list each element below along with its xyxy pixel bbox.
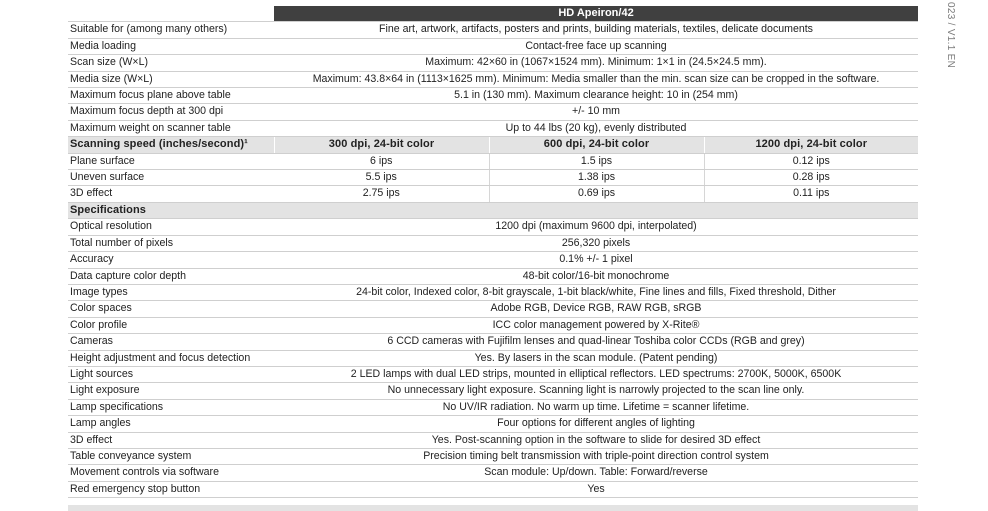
row-label: Optical resolution [68, 219, 274, 235]
speed-value: 1.38 ips [489, 170, 704, 186]
speed-value: 0.28 ips [704, 170, 918, 186]
document-version-mark: 023 / V1.1 EN [945, 2, 956, 69]
row-value: Maximum: 42×60 in (1067×1524 mm). Minimum: 1×1 in (24.5×24.5 mm). [274, 55, 918, 71]
table-row [68, 284, 918, 300]
row-value: Up to 44 lbs (20 kg), evenly distributed [274, 120, 918, 136]
row-label: Data capture color depth [68, 268, 274, 284]
row-label: Cameras [68, 334, 274, 350]
table-row [68, 366, 918, 382]
table-row [68, 268, 918, 284]
table-row [68, 38, 918, 54]
table-row [68, 252, 918, 268]
row-value: Fine art, artwork, artifacts, posters and prints, building materials, textiles, delicate documents [274, 22, 918, 38]
speed-value: 0.69 ips [489, 186, 704, 202]
speed-value: 0.11 ips [704, 186, 918, 202]
row-label: Table conveyance system [68, 448, 274, 464]
spec-table [68, 6, 918, 498]
row-label: 3D effect [68, 186, 274, 202]
row-value: 48-bit color/16-bit monochrome [274, 268, 918, 284]
row-value: No UV/IR radiation. No warm up time. Lifetime = scanner lifetime. [274, 399, 918, 415]
row-value: No unnecessary light exposure. Scanning light is narrowly projected to the scan line only. [274, 383, 918, 399]
table-row [68, 334, 918, 350]
row-value: Yes. Post-scanning option in the software to slide for desired 3D effect [274, 432, 918, 448]
row-value: 5.1 in (130 mm). Maximum clearance height: 10 in (254 mm) [274, 88, 918, 104]
speed-value: 1.5 ips [489, 153, 704, 169]
row-value: Yes. By lasers in the scan module. (Patent pending) [274, 350, 918, 366]
row-label: Height adjustment and focus detection [68, 350, 274, 366]
table-row [68, 22, 918, 38]
table-row [68, 465, 918, 481]
row-value: Contact-free face up scanning [274, 38, 918, 54]
row-label: Suitable for (among many others) [68, 22, 274, 38]
table-row [68, 153, 918, 169]
table-row [68, 350, 918, 366]
row-label: Maximum focus plane above table [68, 88, 274, 104]
row-label: Image types [68, 284, 274, 300]
spec-sheet [68, 6, 918, 498]
row-value: 256,320 pixels [274, 235, 918, 251]
row-value: 2 LED lamps with dual LED strips, mounted in elliptical reflectors. LED spectrums: 2700K, 5000K, 6500K [274, 366, 918, 382]
table-row [68, 235, 918, 251]
row-label: Accuracy [68, 252, 274, 268]
row-label: Light sources [68, 366, 274, 382]
speed-value: 0.12 ips [704, 153, 918, 169]
table-row [68, 104, 918, 120]
next-section-header-cut-off [68, 505, 918, 511]
row-value: Scan module: Up/down. Table: Forward/reverse [274, 465, 918, 481]
column-header-1200dpi: 1200 dpi, 24-bit color [704, 137, 918, 153]
row-label: Scan size (W×L) [68, 55, 274, 71]
row-value: +/- 10 mm [274, 104, 918, 120]
section-title: Scanning speed (inches/second)¹ [68, 137, 274, 153]
table-row [68, 416, 918, 432]
row-label: Maximum weight on scanner table [68, 120, 274, 136]
table-row [68, 186, 918, 202]
table-row [68, 317, 918, 333]
row-value: Yes [274, 481, 918, 497]
row-label: Maximum focus depth at 300 dpi [68, 104, 274, 120]
table-row [68, 120, 918, 136]
row-value: Adobe RGB, Device RGB, RAW RGB, sRGB [274, 301, 918, 317]
section-header-specifications [68, 202, 918, 218]
row-label: Light exposure [68, 383, 274, 399]
row-value: 24-bit color, Indexed color, 8-bit grayscale, 1-bit black/white, Fine lines and fills, Fixed threshold, Dither [274, 284, 918, 300]
row-value: ICC color management powered by X-Rite® [274, 317, 918, 333]
row-label: Lamp specifications [68, 399, 274, 415]
row-value: Precision timing belt transmission with triple-point direction control system [274, 448, 918, 464]
table-row [68, 88, 918, 104]
row-label: Movement controls via software [68, 465, 274, 481]
row-label: 3D effect [68, 432, 274, 448]
row-label: Lamp angles [68, 416, 274, 432]
row-label: Media size (W×L) [68, 71, 274, 87]
row-label: Total number of pixels [68, 235, 274, 251]
row-label: Color profile [68, 317, 274, 333]
table-row [68, 219, 918, 235]
row-value: Four options for different angles of lighting [274, 416, 918, 432]
row-value: 1200 dpi (maximum 9600 dpi, interpolated) [274, 219, 918, 235]
product-title-row [68, 6, 918, 22]
section-title: Specifications [68, 202, 274, 218]
table-row [68, 71, 918, 87]
table-row [68, 481, 918, 497]
table-row [68, 399, 918, 415]
row-label: Uneven surface [68, 170, 274, 186]
section-header-scanning-speed [68, 137, 918, 153]
row-label: Plane surface [68, 153, 274, 169]
speed-value: 2.75 ips [274, 186, 489, 202]
table-row [68, 170, 918, 186]
speed-value: 6 ips [274, 153, 489, 169]
speed-value: 5.5 ips [274, 170, 489, 186]
table-row [68, 383, 918, 399]
row-value: 0.1% +/- 1 pixel [274, 252, 918, 268]
row-label: Color spaces [68, 301, 274, 317]
column-header-600dpi: 600 dpi, 24-bit color [489, 137, 704, 153]
table-row [68, 55, 918, 71]
row-value: Maximum: 43.8×64 in (1113×1625 mm). Minimum: Media smaller than the min. scan size can be cropped in the software. [274, 71, 918, 87]
table-row [68, 448, 918, 464]
row-value: 6 CCD cameras with Fujifilm lenses and quad-linear Toshiba color CCDs (RGB and grey) [274, 334, 918, 350]
row-label: Red emergency stop button [68, 481, 274, 497]
product-title: HD Apeiron/42 [274, 6, 918, 22]
column-header-300dpi: 300 dpi, 24-bit color [274, 137, 489, 153]
table-row [68, 301, 918, 317]
row-label: Media loading [68, 38, 274, 54]
table-row [68, 432, 918, 448]
